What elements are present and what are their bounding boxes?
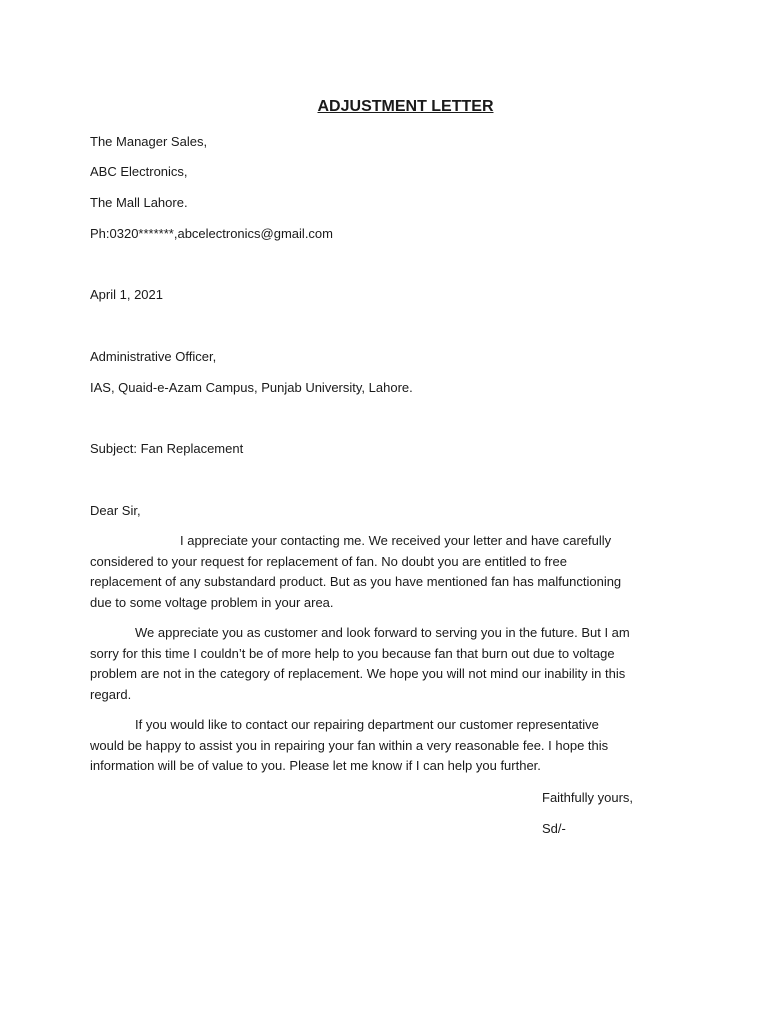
signature: Sd/- (542, 821, 566, 836)
recipient-line-2: IAS, Quaid-e-Azam Campus, Punjab University, Lahore. (90, 380, 413, 395)
paragraph-1-line: considered to your request for replacement of fan. No doubt you are entitled to free (90, 553, 567, 569)
paragraph-1-line: I appreciate your contacting me. We received your letter and have carefully (180, 533, 612, 548)
sender-line-2: ABC Electronics, (90, 164, 188, 179)
sender-line-3: The Mall Lahore. (90, 195, 188, 210)
sender-line-1: The Manager Sales, (90, 134, 208, 149)
paragraph-3-line: If you would like to contact our repairing department our customer representative (135, 717, 599, 732)
closing: Faithfully yours, (542, 790, 634, 805)
paragraph-2-line: problem are not in the category of replacement. We hope you will not mind our inability in this (90, 666, 626, 682)
paragraph-1-line: due to some voltage problem in your area. (90, 594, 334, 610)
paragraph-2-line: sorry for this time I couldn’t be of more help to you because fan that burn out due to voltage (90, 645, 615, 661)
paragraph-2 (90, 623, 678, 705)
paragraph-3-line: information will be of value to you. Please let me know if I can help you further. (90, 758, 541, 774)
salutation: Dear Sir, (90, 503, 141, 518)
paragraph-3-line: would be happy to assist you in repairing your fan within a very reasonable fee. I hope this (90, 737, 609, 753)
letter-subject: Subject: Fan Replacement (90, 441, 244, 456)
recipient-line-1: Administrative Officer, (90, 349, 217, 364)
letter-date: April 1, 2021 (90, 287, 163, 302)
letter-title: ADJUSTMENT LETTER (317, 98, 494, 115)
paragraph-1-line: replacement of any substandard product. But as you have mentioned fan has malfunctioning (90, 574, 622, 590)
paragraph-2-line: We appreciate you as customer and look forward to serving you in the future. But I am (135, 625, 630, 640)
paragraph-2-line: regard. (90, 686, 132, 702)
paragraph-3 (90, 715, 678, 777)
paragraph-1 (90, 531, 678, 613)
sender-contact: Ph:0320*******,abcelectronics@gmail.com (90, 226, 333, 241)
